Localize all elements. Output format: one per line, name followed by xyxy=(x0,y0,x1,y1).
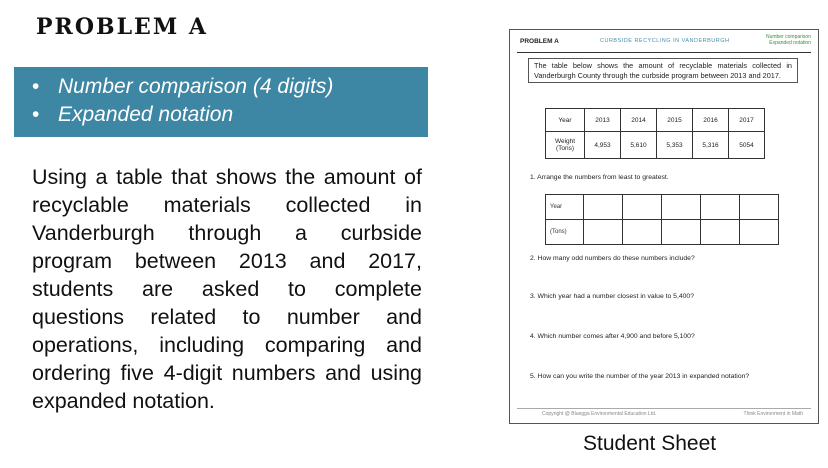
topic-item: • Number comparison (4 digits) xyxy=(28,73,428,101)
table-cell: 4,953 xyxy=(585,132,621,159)
sheet-footer xyxy=(517,408,811,419)
answer-cell[interactable] xyxy=(662,195,701,220)
sheet-tags xyxy=(766,34,811,46)
topics-box xyxy=(14,67,428,137)
answer-cell[interactable] xyxy=(740,195,779,220)
problem-description: Using a table that shows the amount of recyclable materials collected in Vanderburgh through a curbside program between 2013 and 2017, students are asked to complete questions related to number and operations, including comparing and ordering five 4-digit numbers and using expanded notation. xyxy=(32,165,422,413)
table-cell: 5,610 xyxy=(621,132,657,159)
sheet-subtitle: CURBSIDE RECYCLING IN VANDERBURGH xyxy=(600,38,730,44)
table-header: 2014 xyxy=(621,109,657,132)
answer-row-label: (Tons) xyxy=(546,220,584,245)
answer-cell[interactable] xyxy=(584,220,623,245)
question-1: 1. Arrange the numbers from least to greatest. xyxy=(530,174,669,181)
sheet-tag: Number comparison xyxy=(765,34,811,40)
sheet-caption: Student Sheet xyxy=(583,432,717,455)
answer-row-label: Year xyxy=(546,195,584,220)
table-header: 2016 xyxy=(693,109,729,132)
sheet-header xyxy=(517,30,811,53)
question-2: 2. How many odd numbers do these numbers include? xyxy=(530,255,695,262)
answer-cell[interactable] xyxy=(623,220,662,245)
table-header: 2015 xyxy=(657,109,693,132)
answer-cell[interactable] xyxy=(701,220,740,245)
table-cell: 5,316 xyxy=(693,132,729,159)
table-row-label: Weight (Tons) xyxy=(546,132,585,159)
table-cell: 5,353 xyxy=(657,132,693,159)
sheet-problem-label: PROBLEM A xyxy=(520,38,559,45)
question-5: 5. How can you write the number of the year 2013 in expanded notation? xyxy=(530,373,750,380)
question-4: 4. Which number comes after 4,900 and before 5,100? xyxy=(530,333,695,340)
answer-cell[interactable] xyxy=(623,195,662,220)
copyright-text: Copyright @ Bluegga Environmental Education Ltd. xyxy=(542,411,657,417)
table-row xyxy=(546,195,779,220)
page-title: PROBLEM A xyxy=(36,14,208,40)
topics-list xyxy=(28,73,428,129)
answer-table xyxy=(545,194,779,245)
answer-cell[interactable] xyxy=(701,195,740,220)
table-header: 2017 xyxy=(729,109,765,132)
table-row xyxy=(546,220,779,245)
recycling-table xyxy=(545,108,765,159)
question-3: 3. Which year had a number closest in value to 5,400? xyxy=(530,293,694,300)
student-sheet xyxy=(509,29,819,424)
table-cell: 5054 xyxy=(729,132,765,159)
answer-cell[interactable] xyxy=(584,195,623,220)
table-header: Year xyxy=(546,109,585,132)
table-row xyxy=(546,109,765,132)
sheet-intro: The table below shows the amount of recyclable materials collected in Vanderburgh County through the curbside program between 2013 and 2017. xyxy=(528,58,798,83)
topic-item: • Expanded notation xyxy=(28,101,428,129)
table-header: 2013 xyxy=(585,109,621,132)
table-row xyxy=(546,132,765,159)
answer-cell[interactable] xyxy=(740,220,779,245)
sheet-tag: Expanded notation xyxy=(769,40,811,46)
answer-cell[interactable] xyxy=(662,220,701,245)
footer-brand: Think Environment in Math xyxy=(743,411,803,417)
